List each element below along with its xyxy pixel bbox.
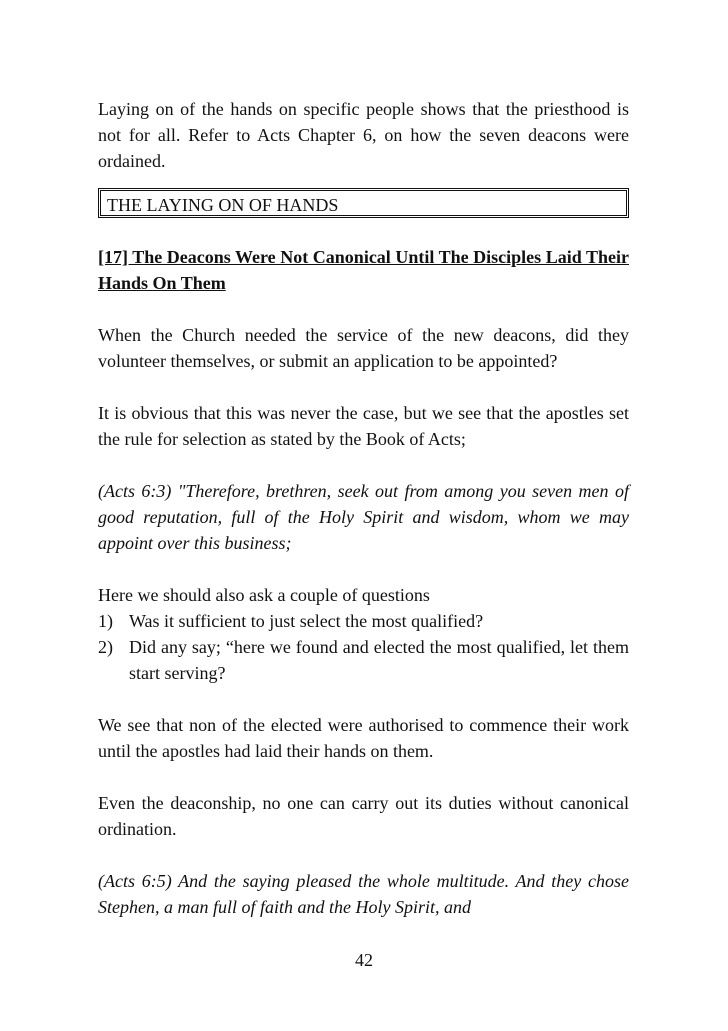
intro-paragraph: Laying on of the hands on specific people shows that the priesthood is not for all. Refer to Acts Chapter 6, on how the seven deacons were ordained.	[98, 99, 629, 171]
quote-acts-6-5: (Acts 6:5) And the saying pleased the whole multitude. And they chose Stephen, a man full of faith and the Holy Spirit, and	[98, 871, 629, 917]
paragraph-deaconship-ordination: Even the deaconship, no one can carry out its duties without canonical ordination.	[98, 793, 629, 839]
section-title: [17] The Deacons Were Not Canonical Until The Disciples Laid Their Hands On Them	[98, 247, 629, 293]
questions-list	[98, 608, 629, 686]
box-heading-text: THE LAYING ON OF HANDS	[107, 195, 339, 215]
list-item	[98, 608, 629, 634]
list-item	[98, 634, 629, 686]
page-number: 42	[355, 950, 373, 970]
paragraph-deacons-question: When the Church needed the service of the new deacons, did they volunteer themselves, or submit an application to be appointed?	[98, 325, 629, 371]
paragraph-elected-authorised: We see that non of the elected were authorised to commence their work until the apostles had laid their hands on them.	[98, 715, 629, 761]
paragraph-apostles-rule: It is obvious that this was never the case, but we see that the apostles set the rule for selection as stated by the Book of Acts;	[98, 403, 629, 449]
quote-acts-6-3: (Acts 6:3) "Therefore, brethren, seek out from among you seven men of good reputation, full of the Holy Spirit and wisdom, whom we may appoint over this business;	[98, 481, 629, 553]
list-item-text: Was it sufficient to just select the most qualified?	[129, 611, 484, 631]
list-item-number: 2)	[98, 637, 113, 657]
list-item-number: 1)	[98, 611, 113, 631]
questions-intro: Here we should also ask a couple of questions	[98, 585, 430, 605]
page-body	[98, 96, 629, 920]
section-heading-box	[98, 188, 629, 218]
list-item-text: Did any say; “here we found and elected the most qualified, let them start serving?	[129, 637, 629, 683]
